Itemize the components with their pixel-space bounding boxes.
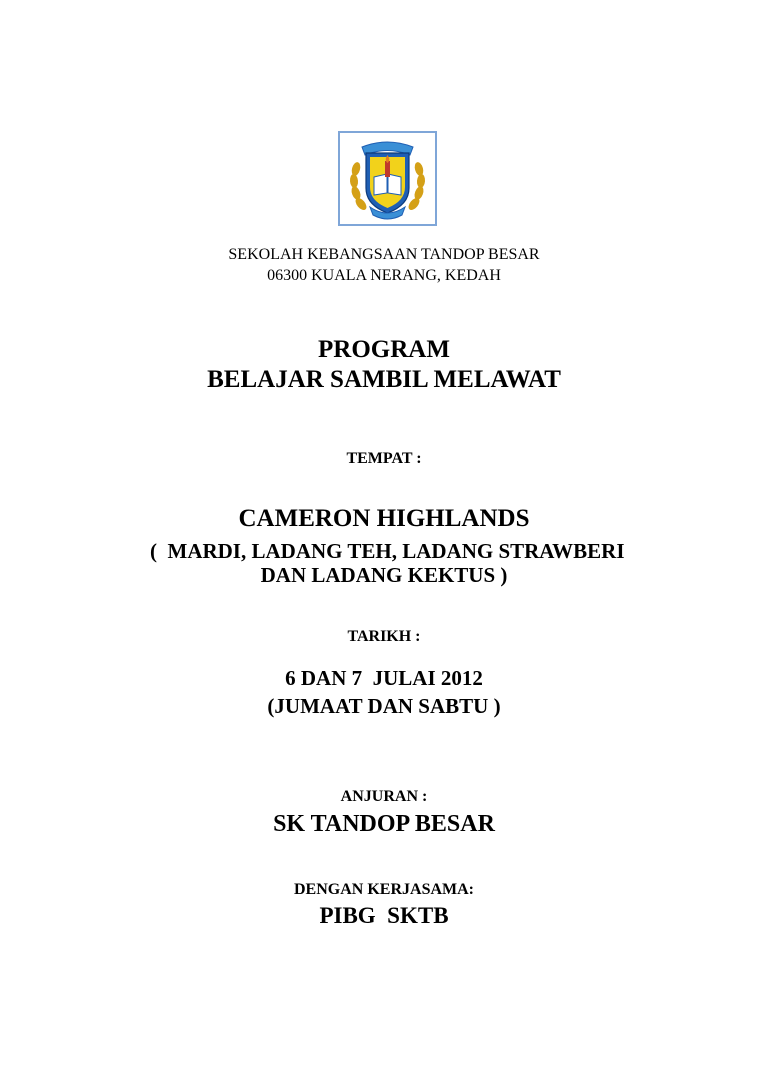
- organizer-label: ANJURAN :: [340, 788, 428, 805]
- date-value: 6 DAN 7 JULAI 2012: [285, 666, 483, 690]
- date-days: (JUMAAT DAN SABTU ): [267, 694, 501, 718]
- date-label: TARIKH :: [347, 628, 421, 645]
- venue-name: CAMERON HIGHLANDS: [238, 505, 530, 532]
- partner-label: DENGAN KERJASAMA:: [294, 881, 474, 898]
- school-address: 06300 KUALA NERANG, KEDAH: [267, 267, 501, 284]
- program-title: PROGRAM: [318, 336, 450, 363]
- school-crest-icon: [340, 133, 435, 224]
- venue-label: TEMPAT :: [346, 450, 422, 467]
- partner-name: PIBG SKTB: [319, 903, 449, 928]
- organizer-name: SK TANDOP BESAR: [273, 811, 495, 837]
- venue-detail-1: ( MARDI, LADANG TEH, LADANG STRAWBERI: [150, 539, 625, 563]
- school-name: SEKOLAH KEBANGSAAN TANDOP BESAR: [228, 246, 540, 263]
- venue-detail-2: DAN LADANG KEKTUS ): [260, 563, 508, 587]
- program-subtitle: BELAJAR SAMBIL MELAWAT: [207, 366, 561, 393]
- logo-frame: [338, 131, 437, 226]
